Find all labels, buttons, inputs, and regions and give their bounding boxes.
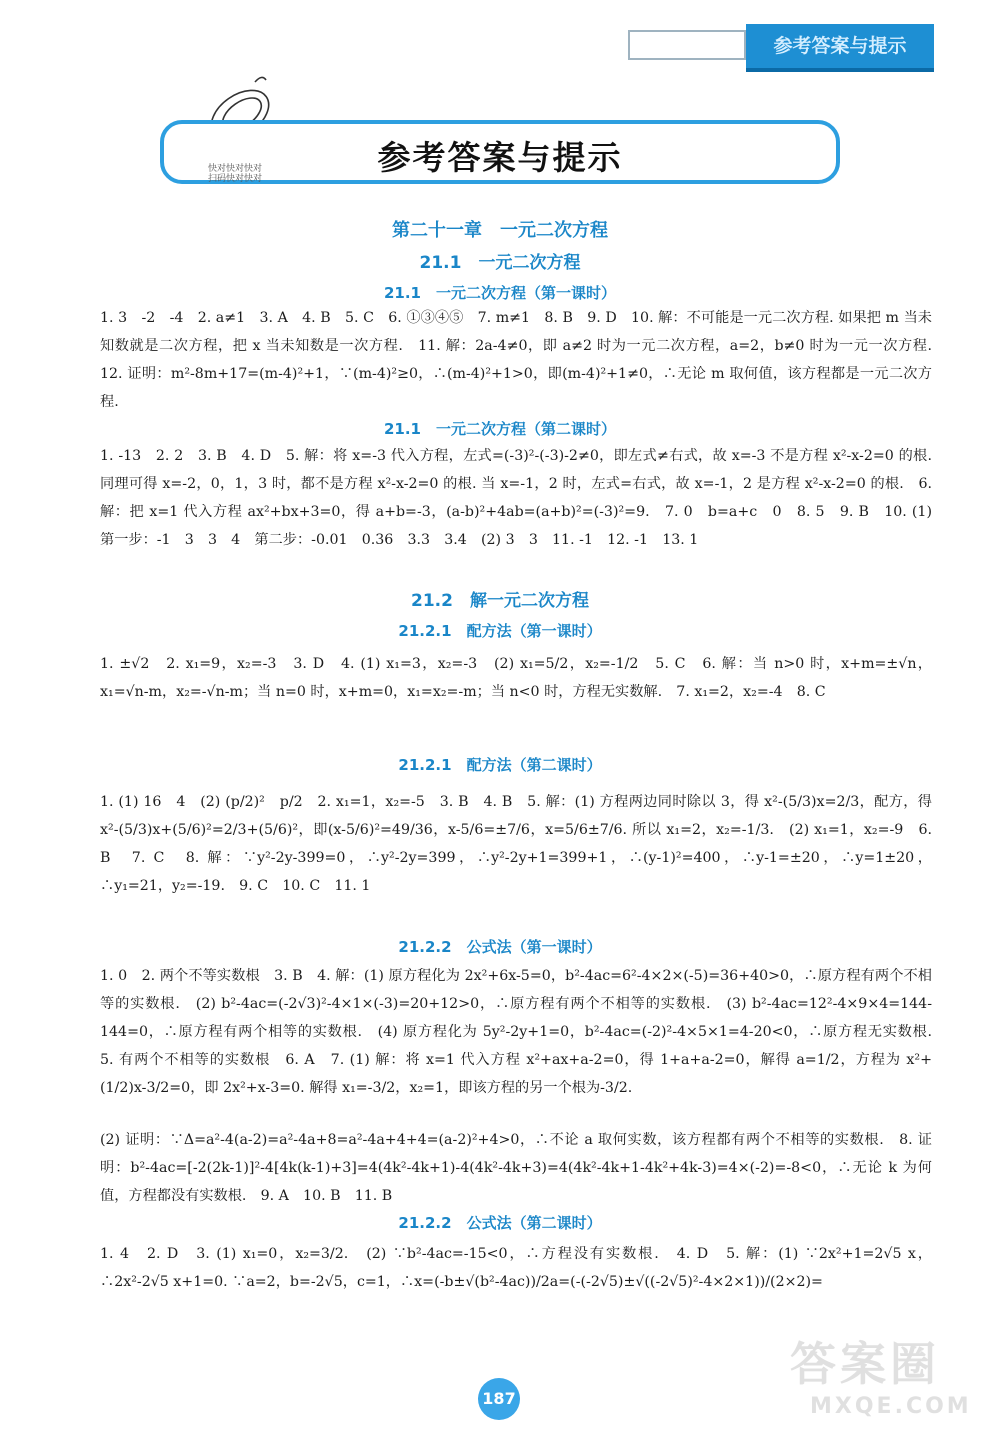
answers-21-2-1-2: 1. (1) 16 4 (2) (p/2)² p/2 2. x₁=1，x₂=-5 3. B 4. B 5. 解：(1) 方程两边同时除以 3，得 x²-(5/3)x=2/3，配方，得 x²-(5/3)x+(5/6)²=2/3+(5/6)²，即(x-5/6)²=49/36，x-5/6=±7/6，x=5/6±7/6. 所以 x₁=2，x₂=-1/3. (2) x₁=1，x₂=-9 6. B 7. C 8. 解：∵y²-2y-399=0，∴y²-2y=399，∴y²-2y+1=399+1，∴(y-1)²=400，∴y-1=±20，∴y=1±20，∴y₁=21，y₂=-19. 9. C 10. C 11. 1: [100, 794, 933, 894]
stamp-line-1: 快对快对快对: [208, 164, 263, 174]
answers-21-2-1-1: 1. ±√2 2. x₁=9，x₂=-3 3. D 4. (1) x₁=3，x₂=-3 (2) x₁=5/2，x₂=-1/2 5. C 6. 解：当 n>0 时，x+m=±√n，x₁=√n-m，x₂=-√n-m；当 n=0 时，x+m=0，x₁=x₂=-m；当 n<0 时，方程无实数解. 7. x₁=2，x₂=-4 8. C: [100, 656, 932, 700]
answers-21-1-1: 1. 3 -2 -4 2. a≠1 3. A 4. B 5. C 6. ①③④⑤ 7. m≠1 8. B 9. D 10. 解：不可能是一元二次方程. 如果把 m 当未知数就是二次方程，把 x 当未知数是一次方程. 11. 解：2a-4≠0，即 a≠2 时为一元二次方程，a=2，b≠0 时为一元一次方程. 12. 证明：m²-8m+17=(m-4)²+1，∵(m-4)²≥0，∴(m-4)²+1>0，即(m-4)²+1≠0，∴无论 m 取何值，该方程都是一元二次方程.: [100, 310, 947, 410]
title-banner: [160, 120, 840, 184]
watermark-line-1: 答案圈: [790, 1337, 940, 1391]
chapter-heading: 第二十一章 一元二次方程: [392, 220, 608, 241]
banner-stamp: [208, 164, 262, 184]
lesson-heading-21-2-1-1: 21.2.1 配方法（第一课时）: [398, 622, 602, 640]
lesson-heading-21-1-1: 21.1 一元二次方程（第一课时）: [383, 284, 616, 302]
page-title: 参考答案与提示: [377, 138, 623, 177]
section-heading-21-2: 21.2 解一元二次方程: [411, 591, 589, 611]
section-heading-21-1: 21.1 一元二次方程: [419, 253, 581, 273]
lesson-heading-21-1-2: 21.1 一元二次方程（第二课时）: [383, 420, 616, 438]
watermark: [790, 1328, 980, 1428]
header-tab-label: 参考答案与提示: [746, 24, 934, 68]
lesson-heading-21-2-2-1: 21.2.2 公式法（第一课时）: [398, 938, 602, 956]
header-blank-box: [628, 30, 746, 60]
lesson-heading-21-2-1-2: 21.2.1 配方法（第二课时）: [398, 756, 602, 774]
answers-21-2-2-1-cont: (2) 证明：∵Δ=a²-4(a-2)=a²-4a+8=a²-4a+4+4=(a-2)²+4>0，∴不论 a 取何实数，该方程都有两个不相等的实数根. 8. 证明：b²-4ac=[-2(2k-1)]²-4[4k(k-1)+3]=4(4k²-4k+1)-4(4k²-4k+3)=4(4k²-4k+1-4k²+4k-3)=4×(-2)=-8<0，∴无论 k 为何值，方程都没有实数根. 9. A 10. B 11. B: [100, 1132, 932, 1204]
answers-21-2-2-2: 1. 4 2. D 3. (1) x₁=0，x₂=3/2. (2) ∵b²-4ac=-15<0，∴方程没有实数根. 4. D 5. 解：(1) ∵2x²+1=2√5 x，∴2x²-2√5 x+1=0. ∵a=2，b=-2√5，c=1，∴x=(-b±√(b²-4ac))/2a=(-(-2√5)±√((-2√5)²-4×2×1))/(2×2)=: [100, 1246, 932, 1290]
stamp-line-2: 扫码快对快对: [208, 174, 263, 184]
answers-21-1-2: 1. -13 2. 2 3. B 4. D 5. 解：将 x=-3 代入方程，左式=(-3)²-(-3)-2≠0，即左式≠右式，故 x=-3 不是方程 x²-x-2=0 的根. 同理可得 x=-2，0，1，3 时，都不是方程 x²-x-2=0 的根. 当 x=-1，2 时，左式=右式，故 x=-1，2 是方程 x²-x-2=0 的根. 6. 解：把 x=1 代入方程 ax²+bx+3=0，得 a+b=-3，(a-b)²+4ab=(a+b)²=(-3)²=9. 7. 0 b=a+c 0 8. 5 9. B 10. (1) 第一步：-1 3 3 4 第二步：-0.01 0.36 3.3 3.4 (2) 3 3 11. -1 12. -1 13. 1: [100, 448, 932, 548]
lesson-heading-21-2-2-2: 21.2.2 公式法（第二课时）: [398, 1214, 602, 1232]
header-tab: [628, 24, 934, 68]
answers-21-2-2-1: 1. 0 2. 两个不等实数根 3. B 4. 解：(1) 原方程化为 2x²+6x-5=0，b²-4ac=6²-4×2×(-5)=36+40>0，∴原方程有两个不相等的实数根. (2) b²-4ac=(-2√3)²-4×1×(-3)=20+12>0，∴原方程有两个不相等的实数根. (3) b²-4ac=12²-4×9×4=144-144=0，∴原方程有两个相等的实数根. (4) 原方程化为 5y²-2y+1=0，b²-4ac=(-2)²-4×5×1=4-20<0，∴原方程无实数根. 5. 有两个不相等的实数根 6. A 7. (1) 解：将 x=1 代入方程 x²+ax+a-2=0，得 1+a+a-2=0，解得 a=1/2，方程为 x²+(1/2)x-3/2=0，即 2x²+x-3=0. 解得 x₁=-3/2，x₂=1，即该方程的另一个根为-3/2.: [100, 968, 947, 1096]
page-number: 187: [478, 1378, 520, 1420]
watermark-line-2: MXQE.COM: [810, 1394, 972, 1419]
